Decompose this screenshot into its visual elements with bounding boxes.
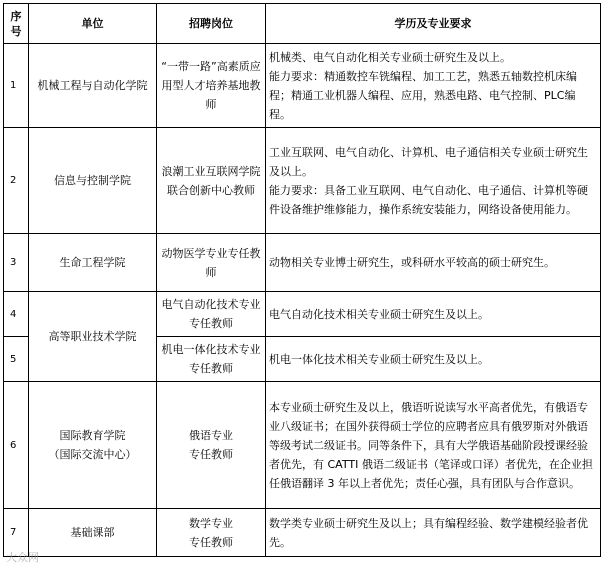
table-row [4, 128, 601, 234]
row-position: 电气自动化技术专业专任教师 [157, 292, 266, 337]
table-row [4, 234, 601, 292]
header-position: 招聘岗位 [157, 4, 266, 44]
header-requirement: 学历及专业要求 [266, 4, 601, 44]
row-seq: 2 [4, 128, 29, 234]
row-requirement [266, 337, 601, 382]
row-seq: 5 [4, 337, 29, 382]
row-unit: 生命工程学院 [29, 234, 157, 292]
row-unit: 高等职业技术学院 [29, 292, 157, 382]
requirement-text: 机械类、电气自动化相关专业硕士研究生及以上。 能力要求：精通数控车铣编程、加工工艺，熟悉五轴数控机床编程；精通工业机器人编程、应用，熟悉电路、电气控制、PLC编程。 [269, 50, 577, 121]
requirement-text: 动物相关专业博士研究生，或科研水平较高的硕士研究生。 [269, 256, 555, 269]
table-row [4, 509, 601, 557]
row-requirement [266, 234, 601, 292]
requirement-text: 工业互联网、电气自动化、计算机、电子通信相关专业硕士研究生及以上。 能力要求：具备工业互联网、电气自动化、电子通信、计算机等硬件设备维护维修能力，操作系统安装能力，网络设备使用能力。 [269, 145, 588, 216]
row-seq: 3 [4, 234, 29, 292]
table-row [4, 382, 601, 509]
header-unit: 单位 [29, 4, 157, 44]
row-seq: 1 [4, 44, 29, 128]
recruitment-table [3, 3, 601, 557]
table-row [4, 292, 601, 337]
row-position: 机电一体化技术专业专任教师 [157, 337, 266, 382]
row-requirement [266, 128, 601, 234]
row-requirement [266, 382, 601, 509]
requirement-text: 电气自动化技术相关专业硕士研究生及以上。 [269, 307, 489, 321]
row-requirement [266, 44, 601, 128]
header-row [4, 4, 601, 44]
row-position: 动物医学专业专任教师 [157, 234, 266, 292]
table-row [4, 44, 601, 128]
row-requirement [266, 509, 601, 557]
requirement-text: 本专业硕士研究生及以上，俄语听说读写水平高者优先，有俄语专业八级证书；在国外获得硕士学位的应聘者应具有俄罗斯对外俄语等级考试二级证书。同等条件下，具有大学俄语基础阶段授课经验者优先，有 CATTI 俄语二级证书（笔译或口译）者优先，在企业担任俄语翻译 3 年以上者优先；责任心强，具有团队与合作意识。 [269, 400, 593, 490]
watermark: 大众网 [6, 551, 39, 564]
row-seq: 7 [4, 509, 29, 557]
requirement-text: 数学类专业硕士研究生及以上；具有编程经验、数学建模经验者优先。 [269, 516, 588, 549]
row-unit: 国际教育学院 （国际交流中心） [29, 382, 157, 509]
row-unit: 机械工程与自动化学院 [29, 44, 157, 128]
row-position: “一带一路”高素质应用型人才培养基地教师 [157, 44, 266, 128]
row-seq: 6 [4, 382, 29, 509]
row-unit: 信息与控制学院 [29, 128, 157, 234]
header-seq: 序号 [4, 4, 29, 44]
row-position: 俄语专业 专任教师 [157, 382, 266, 509]
row-unit: 基础课部 [29, 509, 157, 557]
row-seq: 4 [4, 292, 29, 337]
row-requirement [266, 292, 601, 337]
requirement-text: 机电一体化技术相关专业硕士研究生及以上。 [269, 352, 489, 366]
row-position: 浪潮工业互联网学院联合创新中心教师 [157, 128, 266, 234]
row-position: 数学专业 专任教师 [157, 509, 266, 557]
